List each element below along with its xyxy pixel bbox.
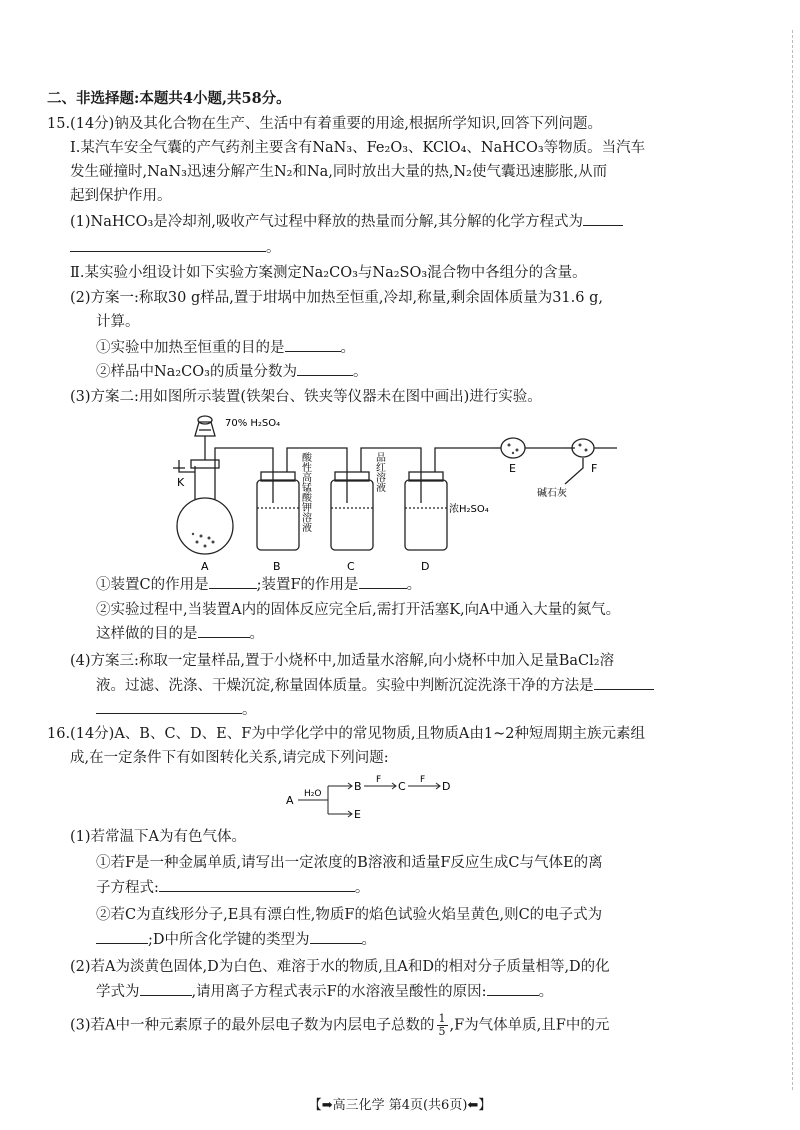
conversion-scheme <box>286 772 456 822</box>
bottle-c <box>331 480 373 550</box>
q15-sub4-line1: (4)方案三:称取一定量样品,置于小烧杯中,加适量水溶解,向小烧杯中加入足量BaCl₂溶 <box>70 653 615 669</box>
q16-sub2-line1: (2)若A为淡黄色固体,D为白色、难溶于水的物质,且A和D的相对分子质量相等,D的化 <box>70 959 610 975</box>
q15-sub2-item1: ①实验中加热至恒重的目的是 。 <box>96 337 355 359</box>
q15-sub3-item2-line2: 这样做的目的是 。 <box>96 623 264 645</box>
q15-sub4-text: 液。过滤、洗涤、干燥沉淀,称量固体质量。实验中判断沉淀洗涤干净的方法是 <box>96 678 594 694</box>
b-reagent-label: 酸性高锰酸钾溶液 <box>299 452 311 532</box>
q15-part1-line1: Ⅰ.某汽车安全气囊的产气药剂主要含有NaN₃、Fe₂O₃、KClO₄、NaHCO₃等物质。当汽车 <box>70 140 646 156</box>
q16-sub1: (1)若常温下A为有色气体。 <box>70 829 247 845</box>
scheme-a: A <box>286 794 294 807</box>
q15-sub3-item2-text: 这样做的目的是 <box>96 626 198 642</box>
answer-blank[interactable] <box>209 574 257 589</box>
answer-blank[interactable] <box>285 337 341 352</box>
q15-sub4-blank-line: 。 <box>96 699 257 721</box>
binding-margin-line <box>792 30 794 1090</box>
scheme-f1: F <box>376 775 382 785</box>
q15-sub1 <box>70 211 623 233</box>
answer-blank[interactable] <box>70 237 266 252</box>
q15-stem: 15.(14分)钠及其化合物在生产、生活中有着重要的用途,根据所学知识,回答下列问题。 <box>47 116 603 132</box>
scheme-d: D <box>442 780 451 793</box>
q16-sub3-text-b: ,F为气体单质,且F中的元 <box>449 1017 610 1034</box>
label-e: E <box>509 462 516 475</box>
c-reagent-label: 品红溶液 <box>373 452 385 492</box>
tube-d-e <box>435 448 493 472</box>
tube-c-d <box>361 448 421 503</box>
q16-sub3-text-a: (3)若A中一种元素原子的最外层电子数为内层电子总数的 <box>70 1017 435 1034</box>
label-c: C <box>347 560 355 573</box>
q15-sub1-blank-line: 。 <box>70 237 281 259</box>
scheme-f2: F <box>420 775 426 785</box>
section-title: 二、非选择题:本题共4小题,共58分。 <box>47 90 291 107</box>
q15-sub3: (3)方案二:用如图所示装置(铁架台、铁夹等仪器未在图中画出)进行实验。 <box>70 389 542 405</box>
scheme-b: B <box>354 780 362 793</box>
tube-a-b <box>215 448 273 503</box>
answer-blank[interactable] <box>359 574 407 589</box>
scheme-c: C <box>398 780 406 793</box>
answer-blank[interactable] <box>487 981 539 996</box>
q15-sub4-line2 <box>96 675 654 697</box>
q15-sub3-item1-text-b: ;装置F的作用是 <box>256 577 359 593</box>
bottle-b <box>257 480 299 550</box>
label-b: B <box>273 560 281 573</box>
drying-tube-f <box>572 439 594 457</box>
label-f: F <box>591 462 598 475</box>
q15-sub2-item2-text: ②样品中Na₂CO₃的质量分数为 <box>96 364 297 380</box>
drying-tube-e <box>501 438 525 458</box>
q16-sub1-item1-line1: ①若F是一种金属单质,请写出一定浓度的B溶液和适量F反应生成C与气体E的离 <box>96 855 603 871</box>
q15-sub1-text: (1)NaHCO₃是冷却剂,吸收产气过程中释放的热量而分解,其分解的化学方程式为 <box>70 214 584 230</box>
f-reagent-label: 碱石灰 <box>537 488 567 499</box>
answer-blank[interactable] <box>96 929 148 944</box>
q15-sub2-line1: (2)方案一:称取30 g样品,置于坩埚中加热至恒重,冷却,称量,剩余固体质量为31.6 g, <box>70 290 603 306</box>
q16-sub2-text-b: ,请用离子方程式表示F的水溶液呈酸性的原因: <box>191 984 487 1000</box>
answer-blank[interactable] <box>159 877 355 892</box>
tube-b-c <box>287 448 347 503</box>
k-inlet <box>179 460 195 472</box>
k-label: K <box>177 476 185 489</box>
fraction-numerator: 1 <box>438 1012 446 1025</box>
q16-sub2-text-a: 学式为 <box>96 984 140 1000</box>
q16-sub3-line1 <box>70 1013 609 1038</box>
q16-sub1-item2-line1: ②若C为直线形分子,E具有漂白性,物质F的焰色试验火焰呈黄色,则C的电子式为 <box>96 907 603 923</box>
q16-sub1-item2-text: ;D中所含化学键的类型为 <box>148 932 310 948</box>
answer-blank[interactable] <box>583 211 623 226</box>
fraction-denominator: 5 <box>438 1025 446 1038</box>
q15-sub3-item1: ①装置C的作用是 ;装置F的作用是 。 <box>96 574 421 596</box>
q15-part1-line3: 起到保护作用。 <box>70 188 172 204</box>
answer-blank[interactable] <box>297 361 353 376</box>
label-a: A <box>201 560 209 573</box>
f-pointer <box>565 458 583 484</box>
label-d: D <box>421 560 430 573</box>
answer-blank[interactable] <box>96 699 242 714</box>
q16-sub2-line2: 学式为 ,请用离子方程式表示F的水溶液呈酸性的原因: 。 <box>96 981 553 1003</box>
q15-sub2-line2: 计算。 <box>96 314 140 330</box>
q15-part2: Ⅱ.某实验小组设计如下实验方案测定Na₂CO₃与Na₂SO₃混合物中各组分的含量。 <box>70 265 587 281</box>
q16-sub1-item2-line2: ;D中所含化学键的类型为 。 <box>96 929 376 951</box>
q16-stem-line2: 成,在一定条件下有如图转化关系,请完成下列问题: <box>70 750 389 766</box>
answer-blank[interactable] <box>198 623 250 638</box>
q16-sub1-item1-line2: 子方程式: 。 <box>96 877 369 899</box>
acid-label: 70% H₂SO₄ <box>225 418 281 429</box>
q15-sub2-item1-text: ①实验中加热至恒重的目的是 <box>96 340 285 356</box>
page-footer: 【➡高三化学 第4页(共6页)⬅】 <box>308 1098 492 1113</box>
q15-part1-line2: 发生碰撞时,NaN₃迅速分解产生N₂和Na,同时放出大量的热,N₂使气囊迅速膨胀,从而 <box>70 164 608 180</box>
scheme-h2o: H₂O <box>304 789 322 799</box>
q15-sub3-item2-line1: ②实验过程中,当装置A内的固体反应完全后,需打开活塞K,向A中通入大量的氮气。 <box>96 602 621 618</box>
d-reagent-label: 浓H₂SO₄ <box>449 504 489 515</box>
q15-sub3-item1-text-a: ①装置C的作用是 <box>96 577 209 593</box>
fraction-one-fifth <box>437 1013 448 1038</box>
answer-blank[interactable] <box>310 929 362 944</box>
scheme-e: E <box>354 808 361 821</box>
apparatus-diagram <box>165 408 655 573</box>
answer-blank[interactable] <box>594 675 654 690</box>
q16-sub1-item1-text: 子方程式: <box>96 880 159 896</box>
q16-stem-line1: 16.(14分)A、B、C、D、E、F为中学化学中的常见物质,且物质A由1~2种短周期主族元素组 <box>47 726 645 742</box>
q15-sub2-item2: ②样品中Na₂CO₃的质量分数为 。 <box>96 361 367 383</box>
bottle-d <box>405 480 447 550</box>
answer-blank[interactable] <box>140 981 192 996</box>
